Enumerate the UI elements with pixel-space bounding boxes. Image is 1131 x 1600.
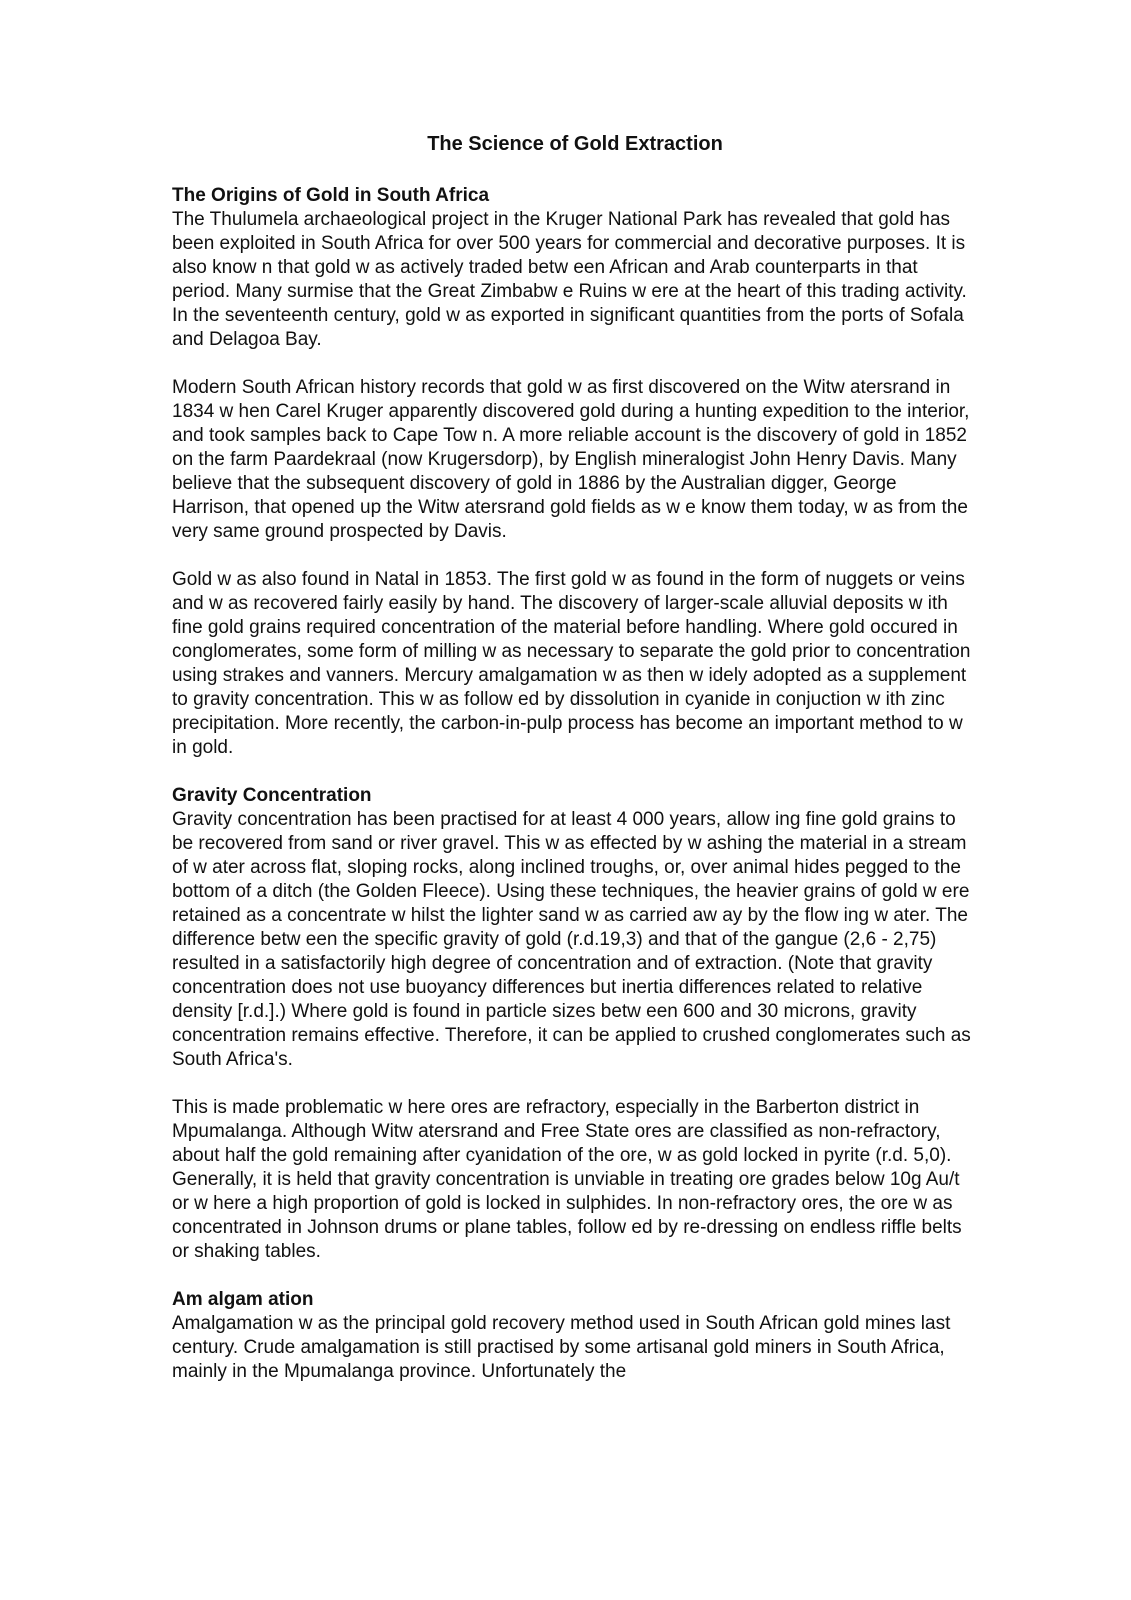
section-heading: Am algam ation <box>172 1289 314 1310</box>
paragraph: Amalgamation w as the principal gold recovery method used in South African gold mines last century. Crude amalgamation is still practised by some artisanal gold miners in South Africa, mainly in the Mpumalanga province. Unfortunately the <box>172 1313 951 1382</box>
section-heading: The Origins of Gold in South Africa <box>172 185 490 206</box>
section-heading: Gravity Concentration <box>172 785 372 806</box>
paragraph: Gravity concentration has been practised for at least 4 000 years, allow ing fine gold grains to be recovered from sand or river gravel. This w as effected by w ashing the material in a stream of w ater across flat, sloping rocks, along inclined troughs, or, over animal hides pegged to the bottom of a ditch (the Golden Fleece). Using these techniques, the heavier grains of gold w ere retained as a concentrate w hilst the lighter sand w as carried aw ay by the flow ing w ater. The difference betw een the specific gravity of gold (r.d.19,3) and that of the gangue (2,6 - 2,75) resulted in a satisfactorily high degree of concentration and of extraction. (Note that gravity concentration does not use buoyancy differences but inertia differences related to relative density [r.d.].) Where gold is found in particle sizes betw een 600 and 30 microns, gravity concentration remains effective. Therefore, it can be applied to crushed conglomerates such as South Africa's. <box>172 809 971 1070</box>
paragraph: Gold w as also found in Natal in 1853. The first gold w as found in the form of nuggets or veins and w as recovered fairly easily by hand. The discovery of larger-scale alluvial deposits w ith fine gold grains required concentration of the material before handling. Where gold occured in conglomerates, some form of milling w as necessary to separate the gold prior to concentration using strakes and vanners. Mercury amalgamation w as then w idely adopted as a supplement to gravity concentration. This w as follow ed by dissolution in cyanide in conjuction w ith zinc precipitation. More recently, the carbon-in-pulp process has become an important method to w in gold. <box>172 569 971 758</box>
document-body <box>172 132 972 1408</box>
section-gravity-concentration <box>172 784 972 1264</box>
paragraph: The Thulumela archaeological project in the Kruger National Park has revealed that gold has been exploited in South Africa for over 500 years for commercial and decorative purposes. It is also know n that gold w as actively traded betw een African and Arab counterparts in that period. Many surmise that the Great Zimbabw e Ruins w ere at the heart of this trading activity. In the seventeenth century, gold w as exported in significant quantities from the ports of Sofala and Delagoa Bay. <box>172 209 967 350</box>
section-amalgamation <box>172 1288 972 1384</box>
paragraph: This is made problematic w here ores are refractory, especially in the Barberton district in Mpumalanga. Although Witw atersrand and Free State ores are classified as non-refractory, about half the gold remaining after cyanidation of the ore, w as gold locked in pyrite (r.d. 5,0). Generally, it is held that gravity concentration is unviable in treating ore grades below 10g Au/t or w here a high proportion of gold is locked in sulphides. In non-refractory ores, the ore w as concentrated in Johnson drums or plane tables, follow ed by re-dressing on endless riffle belts or shaking tables. <box>172 1097 962 1262</box>
paragraph: Modern South African history records that gold w as first discovered on the Witw atersrand in 1834 w hen Carel Kruger apparently discovered gold during a hunting expedition to the interior, and took samples back to Cape Tow n. A more reliable account is the discovery of gold in 1852 on the farm Paardekraal (now Krugersdorp), by English mineralogist John Henry Davis. Many believe that the subsequent discovery of gold in 1886 by the Australian digger, George Harrison, that opened up the Witw atersrand gold fields as w e know them today, w as from the very same ground prospected by Davis. <box>172 377 970 542</box>
document-title: The Science of Gold Extraction <box>427 133 723 155</box>
section-origins <box>172 184 972 760</box>
